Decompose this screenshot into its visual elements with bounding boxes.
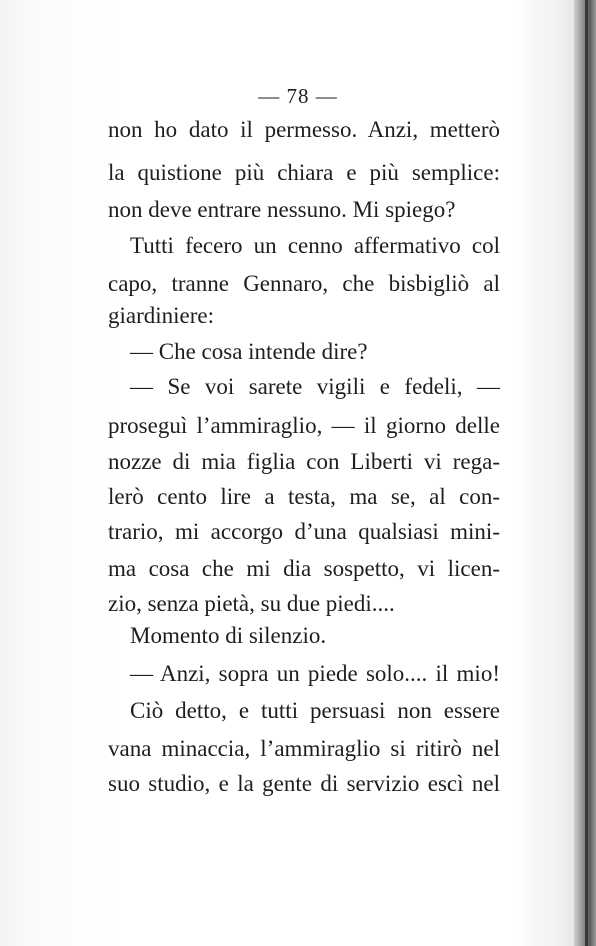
text-line: non ho dato il permesso. Anzi, metterò — [108, 117, 500, 142]
text-line: Tutti fecero un cenno affermativo col — [130, 233, 500, 258]
text-line: Momento di silenzio. — [130, 623, 327, 648]
page-number: — 78 — — [258, 84, 338, 108]
text-line: proseguì l’ammiraglio, — il giorno delle — [108, 413, 500, 438]
text-line: zio, senza pietà, su due piedi.... — [108, 591, 395, 616]
text-line: ma cosa che mi dia sospetto, vi licen- — [108, 556, 500, 581]
text-line: capo, tranne Gennaro, che bisbigliò al — [108, 271, 500, 296]
text-line: — Anzi, sopra un piede solo.... il mio! — [130, 661, 500, 686]
text-line: vana minaccia, l’ammiraglio si ritirò nel — [108, 736, 500, 761]
text-line: lerò cento lire a testa, ma se, al con- — [108, 484, 500, 509]
text-line: — Se voi sarete vigili e fedeli, — — [130, 374, 500, 399]
text-line: nozze di mia figlia con Liberti vi rega- — [108, 449, 500, 474]
text-line: non deve entrare nessuno. Mi spiego? — [108, 197, 456, 222]
text-line: trario, mi accorgo d’una qualsiasi mini- — [108, 519, 500, 544]
text-line: Ciò detto, e tutti persuasi non essere — [130, 698, 500, 723]
text-line: la quistione più chiara e più semplice: — [108, 160, 500, 185]
text-line: suo studio, e la gente di servizio escì nel — [108, 771, 500, 796]
text-line: — Che cosa intende dire? — [130, 339, 368, 364]
book-spine-edge — [585, 0, 588, 946]
text-line: giardiniere: — [108, 303, 215, 328]
